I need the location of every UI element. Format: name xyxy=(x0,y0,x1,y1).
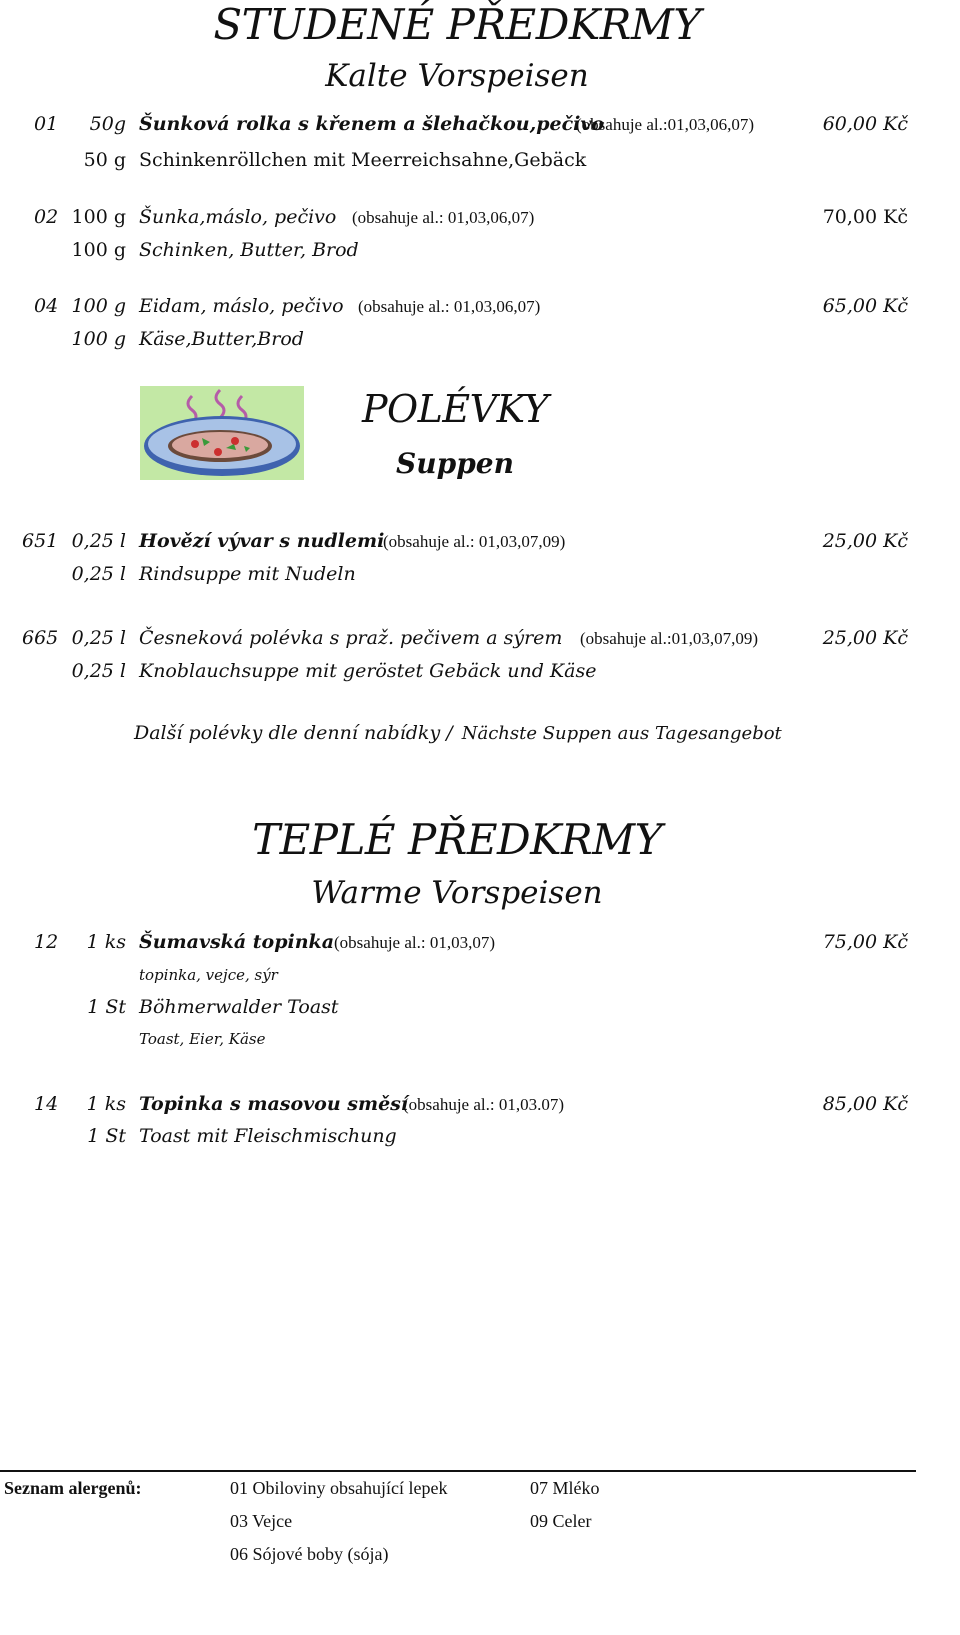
item-name-de: Knoblauchsuppe mit geröstet Gebäck und Käse xyxy=(139,660,597,682)
cold-section-subtitle: Kalte Vorspeisen xyxy=(325,58,589,94)
allergen-item: 01 Obiloviny obsahující lepek xyxy=(230,1478,448,1498)
item-name: Šunková rolka s křenem a šlehačkou,pečivo xyxy=(139,113,605,135)
item-quantity-de: 1 St xyxy=(87,996,126,1018)
warm-section-title: TEPLÉ PŘEDKRMY xyxy=(252,815,662,864)
item-allergens: (obsahuje al.:01,03,07,09) xyxy=(580,629,758,648)
item-price: 60,00 Kč xyxy=(822,113,908,135)
item-number: 04 xyxy=(34,295,59,317)
allergen-item: 06 Sójové boby (sója) xyxy=(230,1544,389,1564)
item-description-de: Toast, Eier, Käse xyxy=(139,1030,266,1048)
item-name: Šumavská topinka xyxy=(139,931,335,953)
item-quantity-de: 0,25 l xyxy=(71,660,126,682)
item-name-de: Käse,Butter,Brod xyxy=(139,328,304,350)
item-name-de: Schinkenröllchen mit Meerreichsahne,Gebäck xyxy=(139,149,587,171)
item-quantity: 1 ks xyxy=(86,1093,126,1115)
soup-bowl-icon xyxy=(140,386,304,480)
item-allergens: (obsahuje al.: 01,03,06,07) xyxy=(352,208,535,227)
item-allergens: (obsahuje al.: 01,03.07) xyxy=(403,1095,564,1114)
item-quantity: 1 ks xyxy=(86,931,126,953)
item-allergens: (obsahuje al.: 01,03,06,07) xyxy=(358,297,541,316)
item-quantity: 100 g xyxy=(71,295,126,317)
item-allergens: (obsahuje al.: 01,03,07) xyxy=(334,933,495,952)
soups-note xyxy=(134,722,782,744)
item-name: Eidam, máslo, pečivo xyxy=(139,295,344,317)
item-name-de: Rindsuppe mit Nudeln xyxy=(139,563,356,585)
item-allergens: (obsahuje al.:01,03,06,07) xyxy=(576,115,754,134)
item-price: 25,00 Kč xyxy=(822,627,908,649)
item-number: 02 xyxy=(34,206,59,228)
soups-note-cz: Další polévky dle denní nabídky / xyxy=(134,722,453,744)
item-quantity: 0,25 l xyxy=(71,530,126,552)
soups-note-de: Nächste Suppen aus Tagesangebot xyxy=(461,723,782,744)
item-description: topinka, vejce, sýr xyxy=(139,966,278,984)
item-quantity-de: 0,25 l xyxy=(71,563,126,585)
item-name-de: Toast mit Fleischmischung xyxy=(139,1125,397,1147)
item-name: Česneková polévka s praž. pečivem a sýrem xyxy=(139,627,563,649)
item-number: 01 xyxy=(34,113,59,135)
item-quantity-de: 50 g xyxy=(83,149,126,171)
item-name-de: Schinken, Butter, Brod xyxy=(139,239,359,261)
item-name: Šunka,máslo, pečivo xyxy=(139,206,337,228)
footer-divider xyxy=(0,1470,916,1472)
item-price: 85,00 Kč xyxy=(822,1093,908,1115)
item-number: 12 xyxy=(34,931,59,953)
item-price: 75,00 Kč xyxy=(822,931,908,953)
item-quantity: 100 g xyxy=(71,206,126,228)
soups-section-subtitle: Suppen xyxy=(396,447,514,480)
item-name: Hovězí vývar s nudlemi xyxy=(139,530,385,552)
item-price: 70,00 Kč xyxy=(822,206,908,228)
item-price: 65,00 Kč xyxy=(822,295,908,317)
cold-section-title: STUDENÉ PŘEDKRMY xyxy=(213,0,701,49)
item-number: 14 xyxy=(34,1093,59,1115)
item-number: 651 xyxy=(22,530,59,552)
allergen-item: 03 Vejce xyxy=(230,1511,293,1531)
item-name-de: Böhmerwalder Toast xyxy=(139,996,339,1018)
item-name: Topinka s masovou směsí xyxy=(139,1093,409,1115)
item-price: 25,00 Kč xyxy=(822,530,908,552)
allergen-item: 07 Mléko xyxy=(530,1478,600,1498)
item-quantity-de: 1 St xyxy=(87,1125,126,1147)
item-allergens: (obsahuje al.: 01,03,07,09) xyxy=(383,532,566,551)
allergen-item: 09 Celer xyxy=(530,1511,592,1531)
item-quantity-de: 100 g xyxy=(71,328,126,350)
allergen-list-label: Seznam alergenů: xyxy=(4,1478,142,1498)
item-quantity: 50g xyxy=(89,113,126,135)
item-quantity-de: 100 g xyxy=(71,239,126,261)
item-quantity: 0,25 l xyxy=(71,627,126,649)
warm-section-subtitle: Warme Vorspeisen xyxy=(311,875,603,911)
soups-section-title: POLÉVKY xyxy=(361,387,549,431)
item-number: 665 xyxy=(22,627,59,649)
